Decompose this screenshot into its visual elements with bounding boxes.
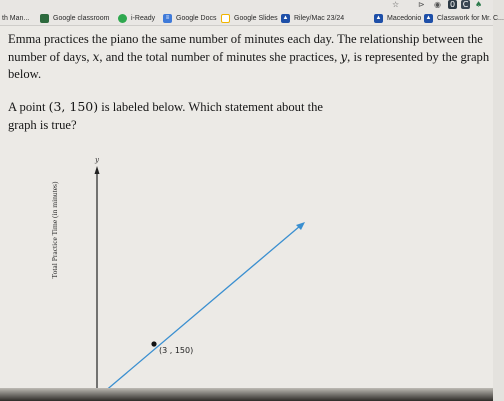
- point-coordinates: (3, 150): [48, 99, 99, 114]
- extension-icon[interactable]: 0: [449, 0, 456, 9]
- extension-icon[interactable]: ♠: [475, 0, 483, 9]
- extension-icon[interactable]: C: [462, 0, 469, 9]
- bookmark-label: Google Slides: [234, 14, 278, 22]
- labeled-point: [151, 341, 156, 346]
- docs-icon: ≡: [163, 14, 172, 23]
- bookmark-label: Riley/Mac 23/24: [294, 14, 345, 22]
- variable-x: x: [92, 49, 100, 64]
- bookmark-icon: ▲: [282, 14, 289, 21]
- text-span: A point: [8, 100, 49, 114]
- bookmark-label: Classwork for Mr. C...: [437, 14, 504, 22]
- text-span: , is represented by the graph: [347, 49, 490, 64]
- star-icon[interactable]: ☆: [392, 0, 400, 9]
- y-axis-arrow-icon: [95, 166, 100, 174]
- text-span: , and the total number of minutes she practices,: [99, 49, 341, 64]
- question-line: Emma practices the piano the same number of minutes each day. The relationship between the: [8, 32, 483, 46]
- data-line: [97, 226, 300, 398]
- question-line: below.: [8, 67, 42, 81]
- y-axis-variable: y: [95, 156, 99, 164]
- bookmark-icon: ▲: [425, 14, 432, 21]
- text-span: is labeled below. Which statement about the: [98, 100, 323, 114]
- text-span: number of days,: [8, 49, 93, 64]
- bookmark-label: Macedonio: [387, 14, 422, 22]
- question-line: graph is true?: [8, 117, 77, 132]
- bookmark-label: i-Ready: [131, 14, 156, 22]
- y-axis-label: Total Practice Time (in minutes): [50, 181, 59, 279]
- bookmark-label: Google classroom: [53, 14, 110, 22]
- point-label: (3 , 150): [159, 346, 194, 355]
- variable-y: y: [340, 49, 348, 64]
- bookmark-label: th Man...: [2, 14, 30, 22]
- bookmark-label: Google Docs: [176, 14, 217, 22]
- screen-bezel: [0, 388, 493, 401]
- extension-icon[interactable]: ◉: [434, 0, 441, 9]
- extension-icon[interactable]: ⊳: [418, 0, 425, 9]
- bookmark-icon: ▲: [375, 14, 382, 21]
